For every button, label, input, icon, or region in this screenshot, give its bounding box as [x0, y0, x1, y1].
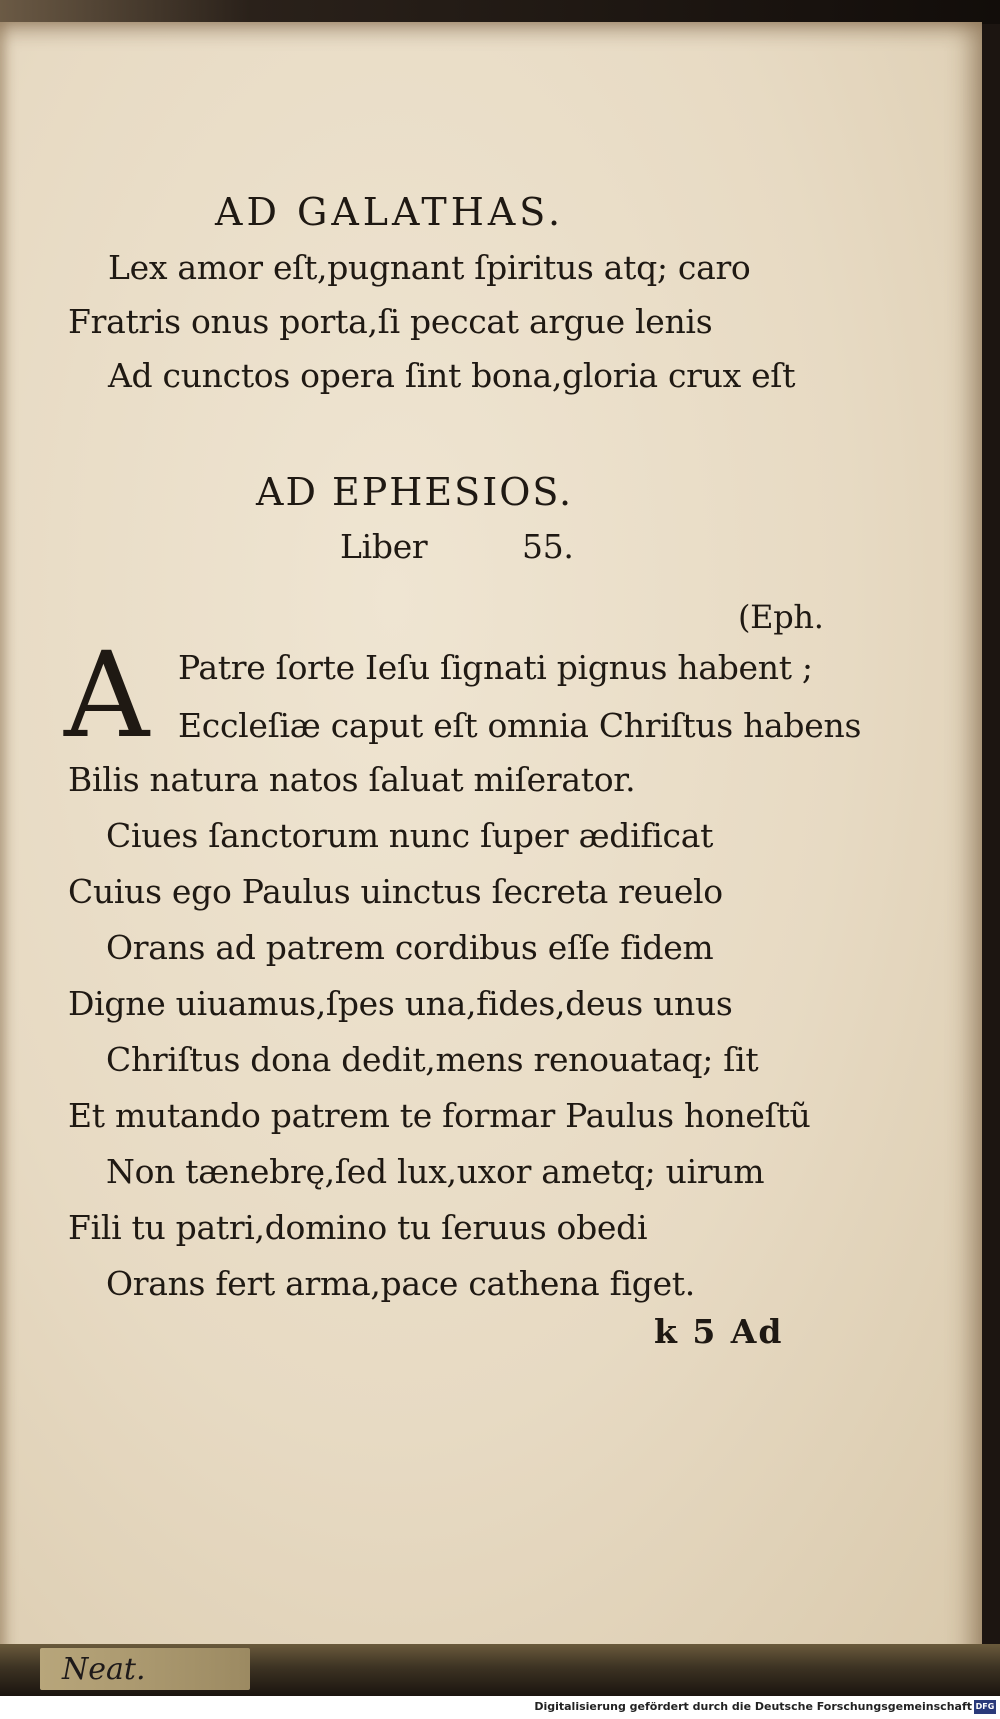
scan-top-edge — [0, 0, 1000, 24]
ephesios-line-4: Ciues ſanctorum nunc ſuper ædificat — [106, 816, 714, 855]
dfg-logo: DFG — [974, 1700, 996, 1714]
footer-credit: Digitalisierung gefördert durch die Deutsche Forschungsgemeinschaft — [534, 1700, 972, 1713]
ephesios-line-8: Chriſtus dona dedit,mens renouataq; ſit — [106, 1040, 759, 1079]
ephesios-line-3: Bilis natura natos ſaluat miſerator. — [68, 760, 636, 799]
heading-ephesios: AD EPHESIOS. — [256, 470, 574, 514]
ephesios-line-1: Patre ſorte Ieſu ſignati pignus habent ; — [178, 648, 813, 687]
ephesios-line-7: Digne uiuamus,ſpes una,fides,deus unus — [68, 984, 733, 1023]
galathas-line-1: Lex amor eſt,pugnant ſpiritus atq; caro — [108, 248, 751, 287]
heading-galathas: AD GALATHAS. — [215, 190, 565, 234]
ephesios-line-10: Non tænebrę,ſed lux,uxor ametq; uirum — [106, 1152, 765, 1191]
ephesios-line-6: Orans ad patrem cordibus eſſe fidem — [106, 928, 714, 967]
ephesios-line-9: Et mutando patrem te formar Paulus honeſtũ — [68, 1096, 811, 1135]
ephesios-line-12: Orans fert arma,pace cathena figet. — [106, 1264, 695, 1303]
liber-number: 55. — [522, 527, 574, 566]
drop-cap: A — [64, 626, 150, 764]
galathas-line-2: Fratris onus porta,ſi peccat argue lenis — [68, 302, 713, 341]
ephesios-line-11: Fili tu patri,domino tu ſeruus obedi — [68, 1208, 648, 1247]
galathas-line-3: Ad cunctos opera ſint bona,gloria crux eſt — [108, 356, 796, 395]
ephesios-line-5: Cuius ego Paulus uinctus ſecreta reuelo — [68, 872, 723, 911]
catchword: k 5 Ad — [654, 1312, 784, 1351]
margin-note: (Eph. — [738, 598, 824, 636]
ephesios-line-2: Eccleſiæ caput eſt omnia Chriſtus habens — [178, 706, 862, 745]
shelf-label-text: Neat. — [62, 1652, 146, 1687]
liber-label: Liber — [340, 527, 428, 566]
